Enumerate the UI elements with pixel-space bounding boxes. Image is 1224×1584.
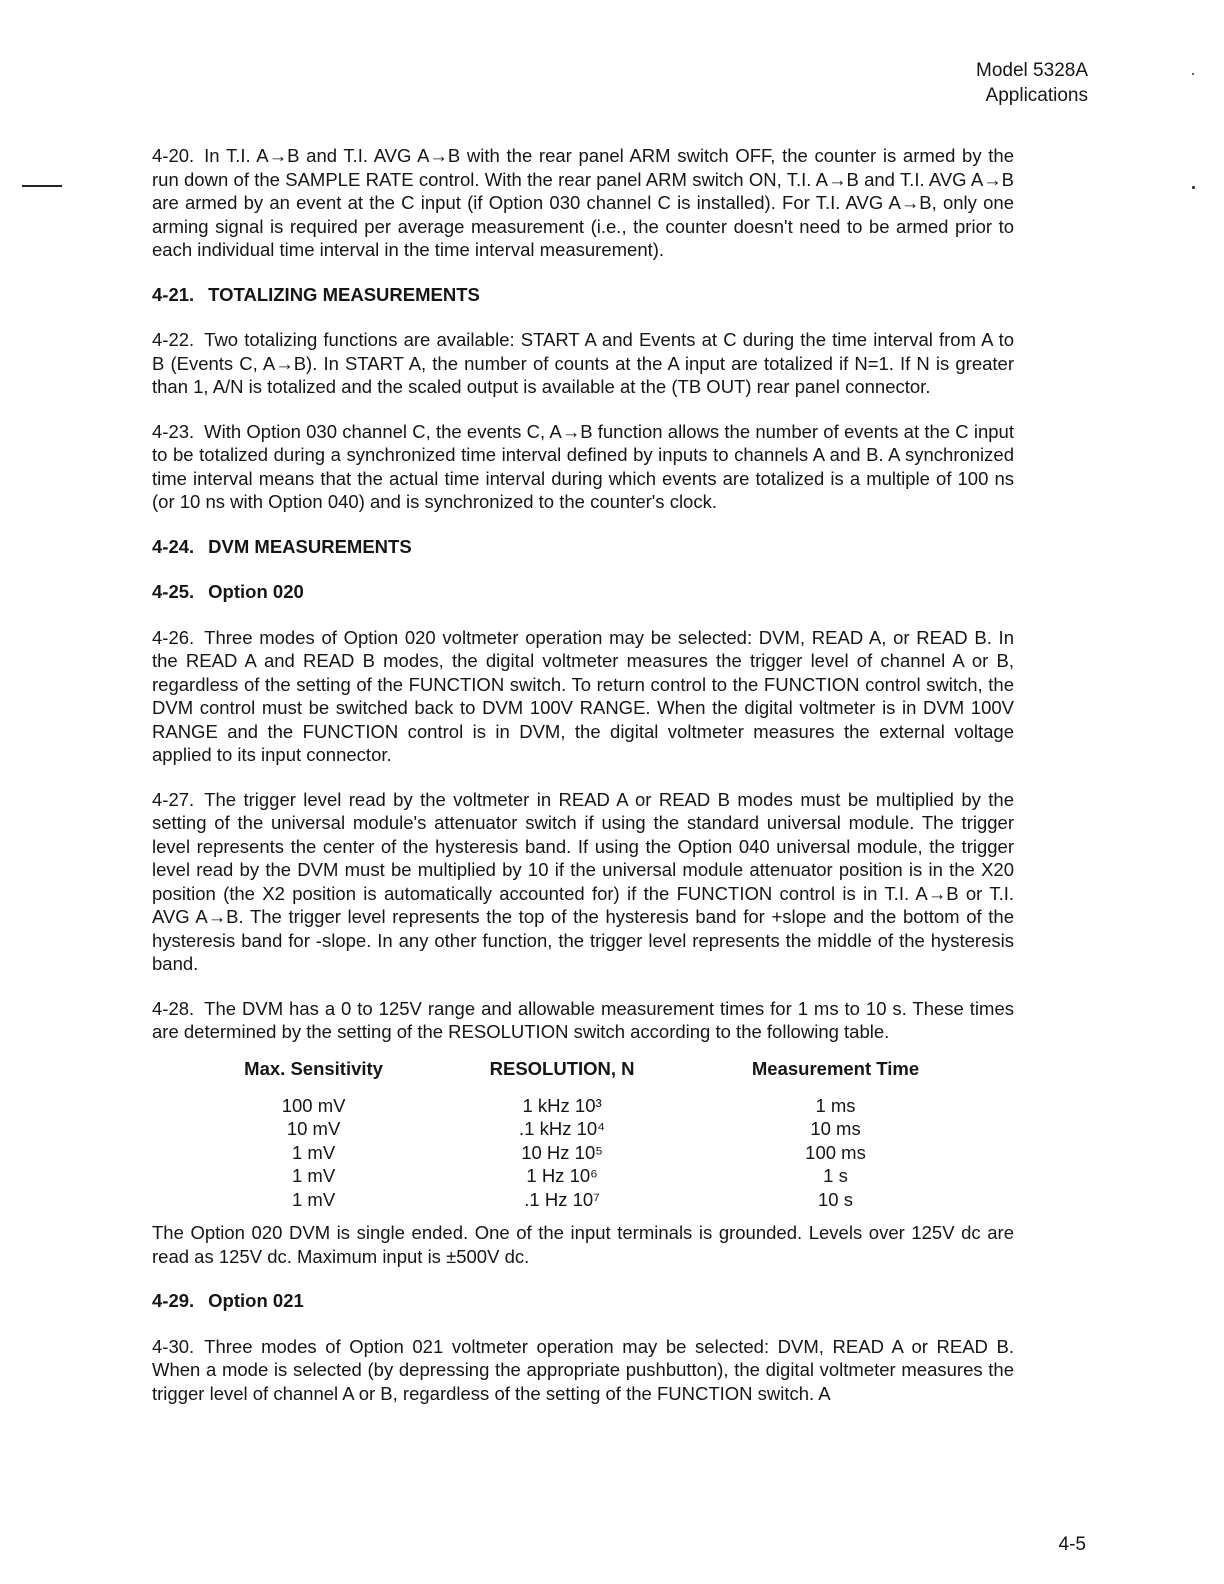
table-cell: 100 mV <box>281 1094 346 1116</box>
table-cell: .1 Hz 10⁷ <box>524 1188 600 1210</box>
paragraph-text: Three modes of Option 020 voltmeter operation may be selected: DVM, READ A, or READ B. In the READ A and READ B modes, the digital voltmeter measures the trigger level of channel A or B, regardless of the setting of the FUNCTION switch. To return control to the FUNCTION control switch, the DVM control must be switched back to DVM 100V RANGE. When the digital voltmeter is in DVM 100V RANGE and the FUNCTION control is in DVM, the digital voltmeter measures the external voltage applied to its input connector. <box>152 626 1014 765</box>
column-header: RESOLUTION, N <box>489 1057 635 1079</box>
table-cell: 1 s <box>823 1165 848 1186</box>
heading-number: 4-25. <box>152 581 195 602</box>
paragraph-4-26 <box>152 626 1014 767</box>
heading-text: Option 020 <box>208 581 304 602</box>
table-cell: 1 mV <box>291 1188 336 1210</box>
paragraph-number: 4-20. <box>152 145 195 166</box>
paragraph-text: In T.I. A→B and T.I. AVG A→B with the rear panel ARM switch OFF, the counter is armed by the run down of the SAMPLE RATE control. With the rear panel ARM switch ON, T.I. A→B and T.I. AVG A→B are armed by an event at the C input (if Option 030 channel C is installed). For T.I. AVG A→B, only one arming signal is required per average measurement (i.e., the counter doesn't need to be armed prior to each individual time interval in the time interval measurement). <box>152 145 1014 260</box>
margin-speck <box>1192 186 1195 189</box>
table-cell: 1 mV <box>291 1165 336 1186</box>
paragraph-single-ended <box>152 1221 1014 1268</box>
paragraph-4-30 <box>152 1335 1014 1406</box>
table-row <box>192 1117 982 1141</box>
section-heading-dvm <box>152 535 1014 559</box>
column-header: Max. Sensitivity <box>244 1057 383 1079</box>
paragraph-text: Two totalizing functions are available: START A and Events at C during the time interval from A to B (Events C, A→B). In START A, the number of counts at the A input are totalized if N=1. If N is greater than 1, A/N is totalized and the scaled output is available at the (TB OUT) rear panel connector. <box>152 329 1014 397</box>
heading-text: TOTALIZING MEASUREMENTS <box>208 283 480 305</box>
section-label: Applications <box>985 85 1088 106</box>
paragraph-text: With Option 030 channel C, the events C, A→B function allows the number of events at the C input to be totalized during a synchronized time interval defined by inputs to channels A and B. A synchronized time interval means that the actual time interval during which events are totalized is a multiple of 100 ns (or 10 ns with Option 040) and is synchronized to the counter's clock. <box>152 420 1014 512</box>
paragraph-number: 4-22. <box>152 329 195 350</box>
heading-text: DVM MEASUREMENTS <box>208 535 412 557</box>
table-cell: 10 Hz 10⁵ <box>521 1141 603 1163</box>
margin-change-bar <box>22 185 62 187</box>
table-cell: 1 mV <box>291 1141 336 1163</box>
table-cell: 1 ms <box>815 1094 856 1116</box>
table-row <box>192 1188 982 1212</box>
table-row <box>192 1141 982 1165</box>
section-heading-option-021 <box>152 1289 1014 1313</box>
section-heading-totalizing <box>152 283 1014 307</box>
section-heading-option-020 <box>152 580 1014 604</box>
page-number: 4-5 <box>1058 1534 1086 1555</box>
paragraph-text: The Option 020 DVM is single ended. One of the input terminals is grounded. Levels over 125V dc are read as 125V dc. Maximum input is ±500V dc. <box>152 1222 1014 1267</box>
paragraph-4-22 <box>152 328 1014 399</box>
table-cell: 1 Hz 10⁶ <box>526 1165 598 1186</box>
paragraph-text: Three modes of Option 021 voltmeter operation may be selected: DVM, READ A or READ B. When a mode is selected (by depressing the appropriate pushbutton), the digital voltmeter measures the trigger level of channel A or B, regardless of the setting of the FUNCTION switch. A <box>152 1335 1014 1404</box>
paragraph-number: 4-30. <box>152 1335 195 1357</box>
table-row <box>192 1164 982 1188</box>
paragraph-4-27 <box>152 788 1014 976</box>
paragraph-number: 4-23. <box>152 420 195 442</box>
paragraph-4-28 <box>152 997 1014 1044</box>
table-cell: 100 ms <box>805 1141 866 1163</box>
table-header-row <box>192 1058 982 1094</box>
page-body <box>152 144 1014 1426</box>
paragraph-text: The trigger level read by the voltmeter in READ A or READ B modes must be multiplied by the setting of the universal module's attenuator switch if using the standard universal module. The trigger level represents the center of the hysteresis band. If using the Option 040 universal module, the trigger level read by the DVM must be multiplied by 10 if the universal module attenuator position is in the X20 position (the X2 position is automatically accounted for) if the FUNCTION control is in T.I. A→B or T.I. AVG A→B. The trigger level represents the top of the hysteresis band for +slope and the bottom of the hysteresis band for -slope. In any other function, the trigger level represents the middle of the hysteresis band. <box>152 788 1014 974</box>
table-cell: 10 mV <box>286 1118 341 1139</box>
heading-number: 4-24. <box>152 535 195 557</box>
page-header <box>976 58 1088 108</box>
heading-number: 4-21. <box>152 283 195 305</box>
resolution-table <box>192 1058 982 1212</box>
paragraph-number: 4-28. <box>152 997 195 1019</box>
table-row <box>192 1094 982 1118</box>
paragraph-4-23 <box>152 420 1014 514</box>
paragraph-text: The DVM has a 0 to 125V range and allowable measurement times for 1 ms to 10 s. These times are determined by the setting of the RESOLUTION switch according to the following table. <box>152 997 1014 1042</box>
paragraph-number: 4-26. <box>152 626 195 648</box>
heading-text: Option 021 <box>208 1290 304 1311</box>
table-cell: .1 kHz 10⁴ <box>519 1118 606 1139</box>
heading-number: 4-29. <box>152 1290 195 1311</box>
table-cell: 10 s <box>818 1188 853 1210</box>
margin-speck <box>1192 73 1194 75</box>
paragraph-number: 4-27. <box>152 788 195 810</box>
table-cell: 10 ms <box>810 1118 861 1139</box>
table-cell: 1 kHz 10³ <box>522 1094 602 1116</box>
paragraph-4-20 <box>152 144 1014 262</box>
model-label: Model 5328A <box>976 60 1088 81</box>
column-header: Measurement Time <box>751 1057 920 1079</box>
